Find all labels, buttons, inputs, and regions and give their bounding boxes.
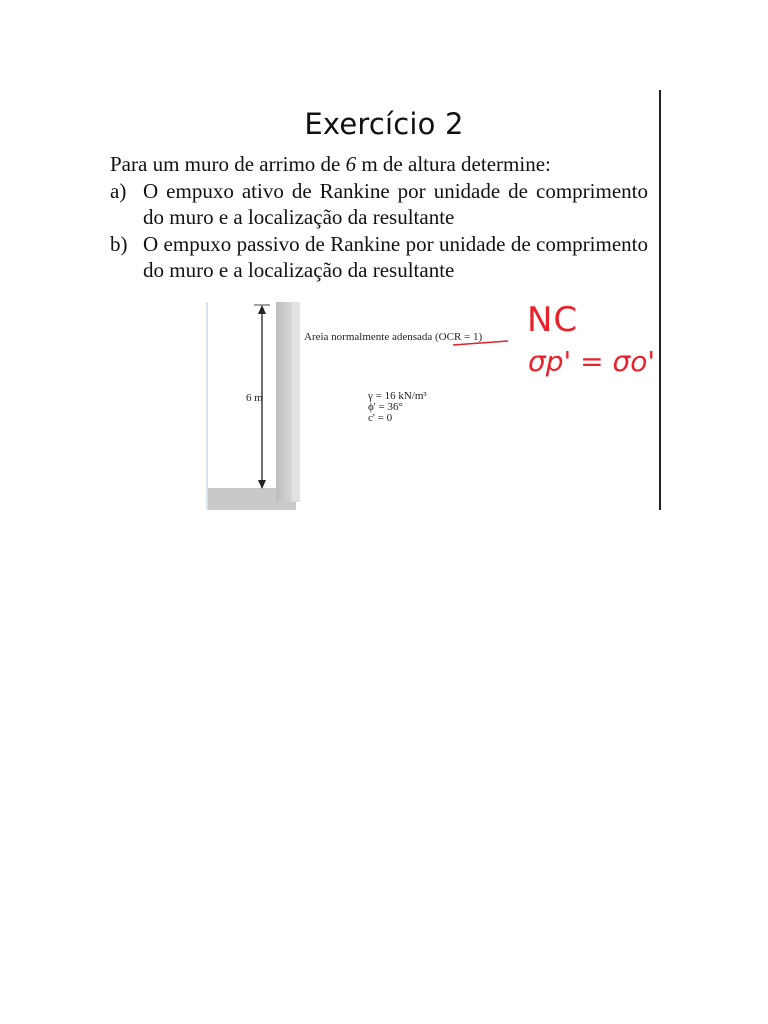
item-b-line-1: O empuxo passivo de Rankine por unidade de comprimento [143, 232, 648, 256]
intro-after: m de altura determine: [356, 152, 551, 176]
intro-before: Para um muro de arrimo de [110, 152, 346, 176]
unit-weight: γ = 16 kN/m³ [368, 390, 427, 402]
handwritten-equation [524, 333, 656, 393]
soil-label: Areia normalmente adensada (OCR = 1) [304, 331, 483, 343]
left-edge [206, 302, 208, 510]
item-a-line-2: do muro e a localização da resultante [143, 205, 455, 229]
question-item-a [110, 178, 648, 230]
item-b-line-2: do muro e a localização da resultante [143, 258, 455, 282]
soil-properties [368, 391, 427, 424]
wall-shadow [292, 302, 300, 502]
height-label: 6 m [246, 392, 263, 404]
item-marker-a: a) [110, 179, 127, 203]
friction-angle: ϕ' = 36° [368, 401, 403, 413]
handwritten-equation-text: σp' = σo' [528, 345, 656, 378]
height-arrow-top [258, 305, 266, 314]
question-item-b [110, 231, 648, 283]
cohesion: c' = 0 [368, 412, 393, 424]
item-marker-b: b) [110, 232, 128, 256]
intro-height-value: 6 [345, 152, 357, 176]
retaining-wall-figure [206, 302, 506, 510]
height-arrow-bottom [258, 480, 266, 489]
page-border-line [659, 90, 661, 510]
problem-intro [110, 151, 551, 177]
handwritten-nc: NC [527, 300, 579, 340]
exercise-title: Exercício 2 [304, 107, 464, 141]
item-a-line-1: O empuxo ativo de Rankine por unidade de comprimento [143, 179, 648, 203]
